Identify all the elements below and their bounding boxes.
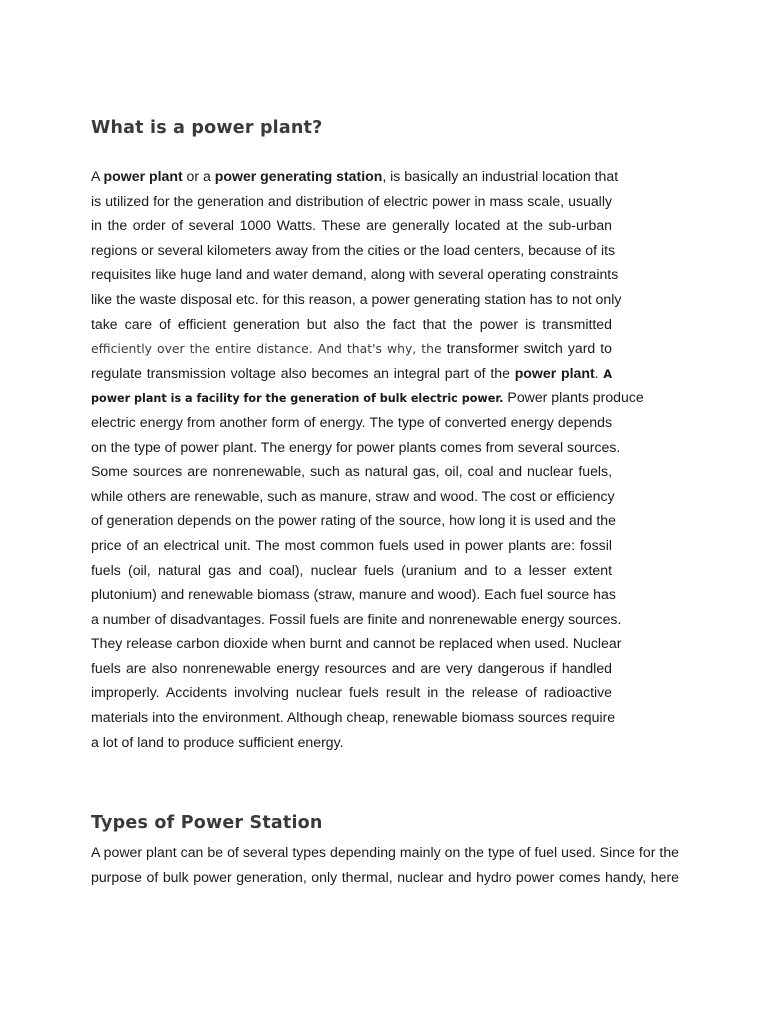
text-run: transformer switch yard to (441, 340, 612, 357)
text-line (91, 435, 621, 460)
text-line (91, 680, 612, 705)
paragraph-power-plant-definition (91, 164, 644, 754)
bold-text: power plant is a facility for the generation of bulk electric power. (91, 392, 504, 406)
text-run: fuels are also nonrenewable energy resources and are very dangerous if handled (91, 659, 612, 676)
text-run: plutonium) and renewable biomass (straw, manure and wood). Each fuel source has (91, 586, 616, 603)
text-run: efficiently over the entire distance. And that's why, the (91, 341, 442, 357)
text-run: They release carbon dioxide when burnt and cannot be replaced when used. Nuclear (91, 635, 622, 652)
text-line (91, 582, 616, 607)
text-run: is utilized for the generation and distribution of electric power in mass scale, usually (91, 192, 612, 209)
text-run: of generation depends on the power rating of the source, how long it is used and the (91, 512, 616, 529)
text-run: a lot of land to produce sufficient energy. (91, 733, 344, 750)
text-line (91, 361, 612, 386)
text-run: like the waste disposal etc. for this reason, a power generating station has to not only (91, 290, 622, 307)
text-run: purpose of bulk power generation, only thermal, nuclear and hydro power comes handy, here (91, 868, 679, 885)
text-run: Some sources are nonrenewable, such as natural gas, oil, coal and nuclear fuels, (91, 463, 612, 480)
text-line (91, 865, 679, 890)
text-run: materials into the environment. Although cheap, renewable biomass sources require (91, 709, 616, 726)
text-run: a number of disadvantages. Fossil fuels are finite and nonrenewable energy sources. (91, 610, 622, 627)
text-line (91, 410, 612, 435)
text-line (91, 533, 612, 558)
text-line (91, 459, 612, 484)
text-line (91, 336, 612, 361)
text-run: or a (182, 168, 215, 184)
text-line (91, 189, 612, 214)
heading-types-of-power-station: Types of Power Station (91, 813, 323, 833)
text-line (91, 607, 622, 632)
text-run: A (91, 168, 104, 184)
text-line (91, 508, 616, 533)
paragraph-types-of-power-station (91, 840, 679, 889)
bold-text: power plant (514, 364, 595, 381)
bold-text: A (603, 367, 612, 381)
text-line (91, 705, 616, 730)
text-run: take care of efficient generation but also the fact that the power is transmitted (91, 315, 612, 332)
text-run: , is basically an industrial location that (382, 168, 619, 184)
text-line (91, 238, 616, 263)
heading-what-is-power-plant: What is a power plant? (91, 118, 323, 138)
text-run: on the type of power plant. The energy for power plants comes from several sources. (91, 438, 621, 455)
text-line (91, 385, 644, 410)
text-line (91, 312, 612, 337)
bold-text: power plant (103, 168, 183, 184)
bold-text: power generating station (214, 168, 383, 184)
text-run: while others are renewable, such as manure, straw and wood. The cost or efficiency (91, 487, 615, 504)
text-line (91, 840, 679, 865)
text-run: electric energy from another form of energy. The type of converted energy depends (91, 413, 612, 430)
text-run: . (594, 364, 604, 381)
text-run: regulate transmission voltage also becomes an integral part of the (91, 364, 515, 381)
text-run: price of an electrical unit. The most common fuels used in power plants are: fossil (91, 536, 612, 553)
text-line (91, 484, 615, 509)
text-line (91, 287, 622, 312)
text-line (91, 656, 612, 681)
text-run: in the order of several 1000 Watts. These are generally located at the sub-urban (91, 217, 612, 234)
text-run: improperly. Accidents involving nuclear fuels result in the release of radioactive (91, 684, 612, 701)
text-line (91, 558, 612, 583)
text-line (91, 262, 619, 287)
text-run: Power plants produce (503, 389, 644, 406)
text-run: A power plant can be of several types depending mainly on the type of fuel used. Since for the (91, 844, 679, 860)
text-line (91, 730, 612, 755)
text-run: requisites like huge land and water demand, along with several operating constraints (91, 266, 619, 283)
text-line (91, 631, 622, 656)
text-line (91, 213, 612, 238)
text-run: fuels (oil, natural gas and coal), nuclear fuels (uranium and to a lesser extent (91, 561, 612, 578)
text-run: regions or several kilometers away from the cities or the load centers, because of its (91, 241, 616, 258)
text-line (91, 164, 619, 189)
